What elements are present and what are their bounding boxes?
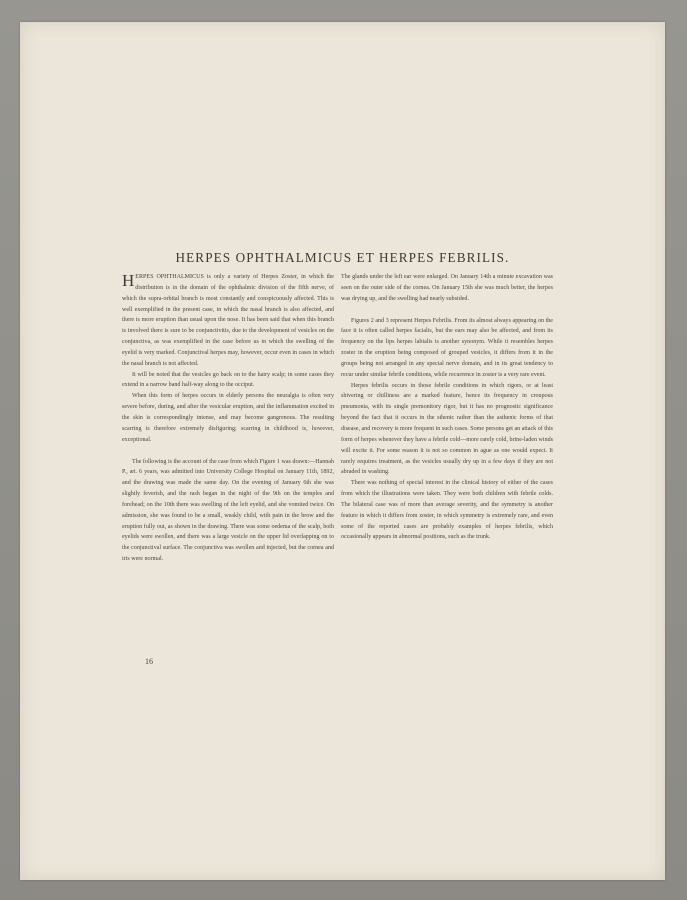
paragraph: It will be noted that the vesicles go back on to the hairy scalp; in some cases they extend in a narrow band half-way along to the occiput. — [122, 371, 334, 389]
paragraph: Herpes febrilis occurs in those febrile conditions in which rigors, or at least shivering or chilliness are a marked feature, hence its frequency in croupous pneumonia, with its single premonitory rigor, but it has no prognostic significance beyond the fact that it occurs in the sthenic rather than the asthenic forms of that disease, and recovery is more frequent in such cases. Some persons get an attack of this form of herpes whenever they have a febrile cold—more rarely cold, brine-laden winds will excite it. For some reason it is not so common in ague as one would expect. It rarely requires treatment, as the vesicles usually dry up in a few days if they are not abraded in washing. — [341, 382, 553, 476]
article-title: HERPES OPHTHALMICUS ET HERPES FEBRILIS. — [175, 250, 510, 265]
paragraph: The glands under the left ear were enlarged. On January 14th a minute excavation was seen on the outer side of the cornea. On January 15th she was much better, the herpes was drying up, and the swelling had nearly subsided. — [341, 274, 553, 302]
paragraph-text: ERPES OPHTHALMICUS is only a variety of Herpes Zoster, in which the distribution is in the domain of the ophthalmic division of the fifth nerve, of which the supra-orbital branch is most constantly and conspicuously affected. This is well exemplified in the present case, in which the nasal branch is also affected, and there is more eruption than usual upon the nose. It has been said that when this branch is involved there is sure to be conjunctivitis, due to the development of vesicles on the conjunctiva, as was exemplified in the case before us in which the swelling of the eyelid is very marked. Conjunctival herpes may, however, occur even in cases in which the nasal branch is not affected. — [122, 274, 334, 367]
right-column — [341, 272, 553, 543]
left-column — [122, 272, 334, 565]
paragraph: The following is the account of the case from which Figure 1 was drawn:—Hannah P., æt. 6 years, was admitted into University College Hospital on January 11th, 1892, and the drawing was made the same day. On the evening of January 6th she was slightly feverish, and the rash began in the night of the 9th on the temples and forehead; on the 10th there was swelling of the left eyelid, and she vomited twice. On admission, she was found to be a small, weakly child, with pain in the brow and the eruption fully out, as shown in the drawing. There was some oedema of the scalp, both eyelids were swollen, and there was a large vesicle on the upper lid overlapping on to the conjunctival surface. The conjunctiva was swollen and injected, but the cornea and iris were normal. — [122, 458, 335, 563]
paragraph: Figures 2 and 3 represent Herpes Febrilis. From its almost always appearing on the face it is often called herpes facialis, but the ears may also be affected, and from its frequency on the lips herpes labialis is another synonym. While it resembles herpes zoster in the eruption being composed of grouped vesicles, it differs from it in the groups being not arranged in any special nerve domain, and in its great tendency to recur under similar febrile conditions, while recurrence in zoster is a very rare event. — [341, 317, 553, 378]
paragraph — [122, 272, 334, 370]
paragraph: There was nothing of special interest in the clinical history of either of the cases from which the illustrations were taken. They were both children with febrile colds. The bilateral case was of more than average severity, and the symmetry is another feature in which it differs from zoster, in which symmetry is extremely rare, and even some of the reported cases are probably examples of herpes febrilis, which occasionally appears in abnormal positions, such as the trunk. — [341, 480, 553, 541]
plate-page — [20, 22, 665, 880]
drop-cap: H — [122, 271, 135, 290]
page-number: 16 — [145, 657, 153, 666]
paragraph: When this form of herpes occurs in elderly persons the neuralgia is often very severe before, during, and after the vesicular eruption, and the inflammation excited in the skin is correspondingly intense, and may become gangrenous. The resulting scarring is therefore extremely disfiguring; scarring in childhood is, however, exceptional. — [122, 393, 334, 443]
